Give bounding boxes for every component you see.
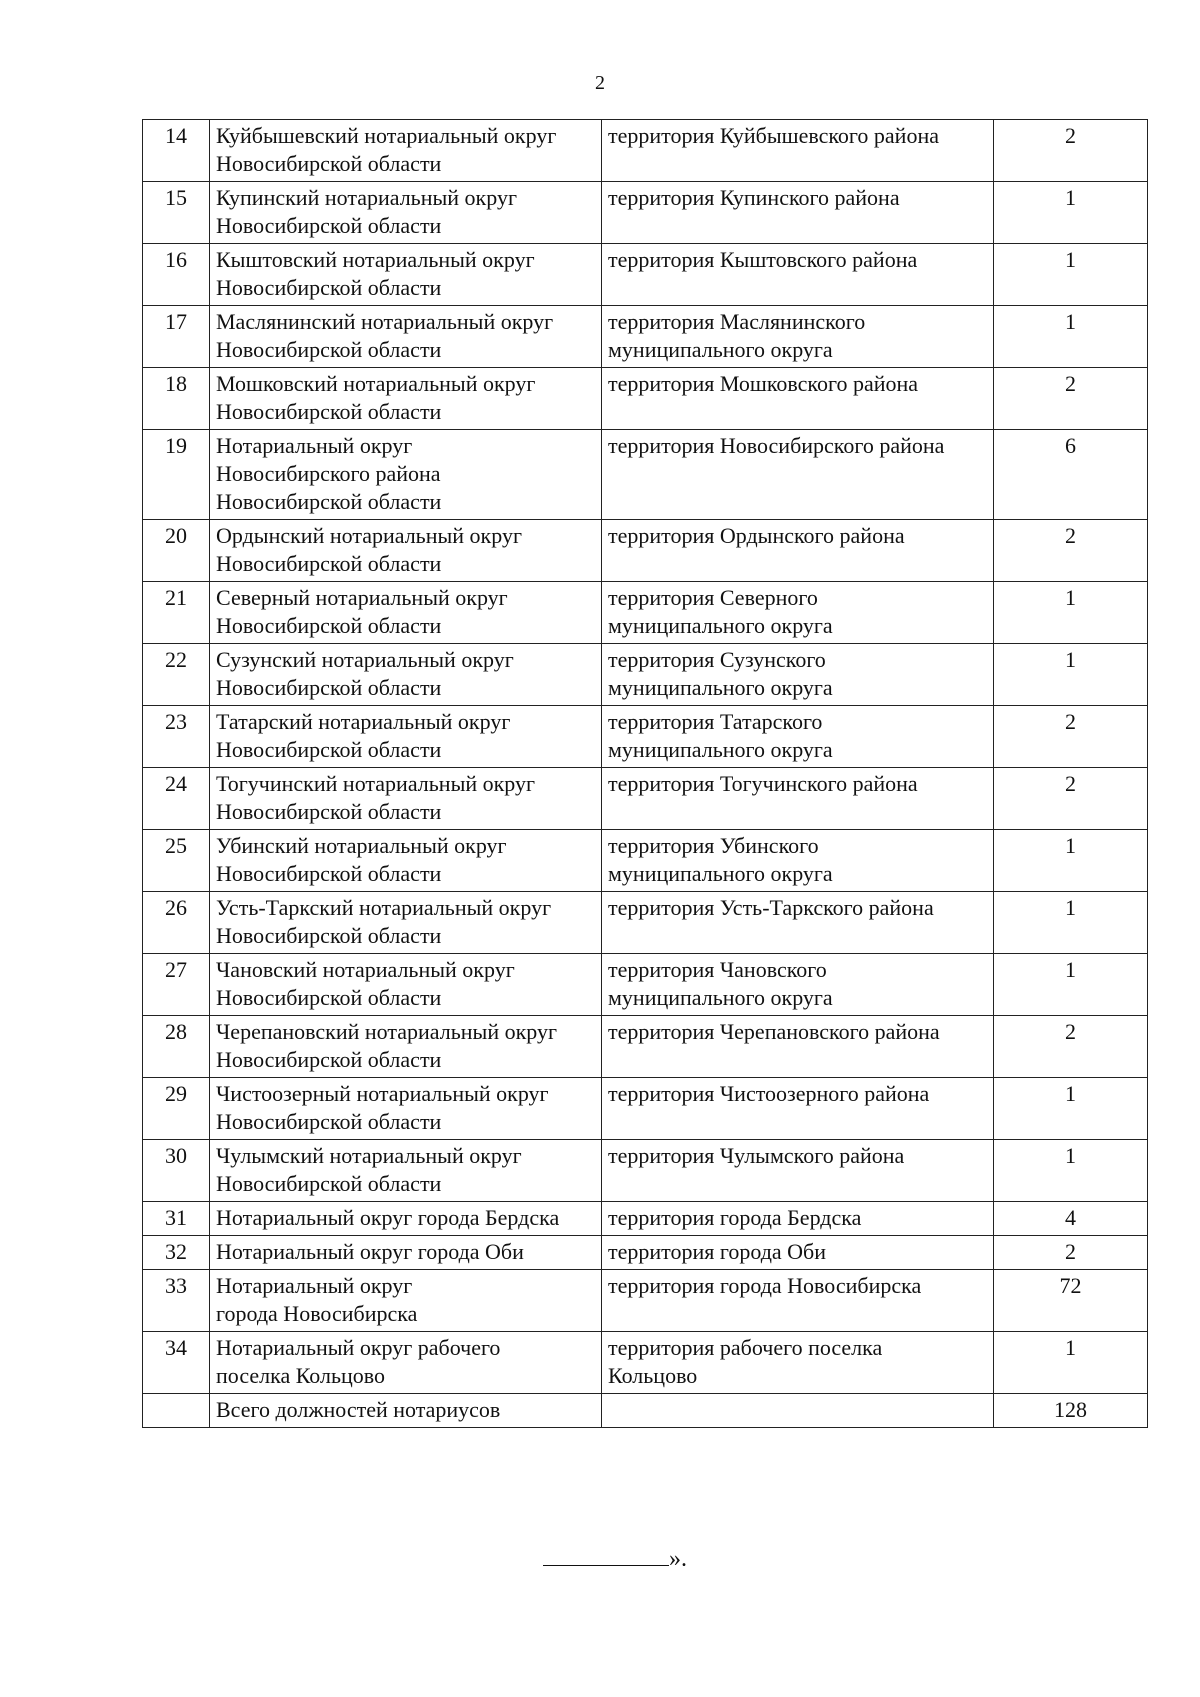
district-name-cell: Чановский нотариальный округ Новосибирской области [210, 954, 602, 1016]
closing-line [0, 1545, 1200, 1573]
row-number-cell: 16 [143, 244, 210, 306]
row-number-cell: 33 [143, 1270, 210, 1332]
table-row [143, 830, 1148, 892]
row-number-cell: 25 [143, 830, 210, 892]
row-number-cell: 20 [143, 520, 210, 582]
territory-cell: территория города Бердска [602, 1202, 994, 1236]
district-name-cell: Нотариальный округ Новосибирского района Новосибирской области [210, 430, 602, 520]
table-row [143, 1270, 1148, 1332]
district-name-cell: Черепановский нотариальный округ Новосибирской области [210, 1016, 602, 1078]
closing-quote-mark: ». [669, 1546, 687, 1572]
territory-cell: территория рабочего поселка Кольцово [602, 1332, 994, 1394]
row-number-cell: 15 [143, 182, 210, 244]
table-row [143, 1332, 1148, 1394]
row-number-cell: 23 [143, 706, 210, 768]
table-row [143, 368, 1148, 430]
territory-cell: территория Северного муниципального округа [602, 582, 994, 644]
table-body [143, 120, 1148, 1428]
notary-count-cell: 6 [994, 430, 1148, 520]
district-name-cell: Усть-Таркский нотариальный округ Новосибирской области [210, 892, 602, 954]
territory-cell: территория города Оби [602, 1236, 994, 1270]
total-number-cell [143, 1394, 210, 1428]
district-name-cell: Нотариальный округ города Новосибирска [210, 1270, 602, 1332]
territory-cell: территория Маслянинского муниципального округа [602, 306, 994, 368]
row-number-cell: 24 [143, 768, 210, 830]
notary-count-cell: 2 [994, 706, 1148, 768]
row-number-cell: 26 [143, 892, 210, 954]
territory-cell: территория города Новосибирска [602, 1270, 994, 1332]
notary-count-cell: 1 [994, 1332, 1148, 1394]
district-name-cell: Сузунский нотариальный округ Новосибирской области [210, 644, 602, 706]
notary-count-cell: 1 [994, 182, 1148, 244]
district-name-cell: Чулымский нотариальный округ Новосибирской области [210, 1140, 602, 1202]
territory-cell: территория Чистоозерного района [602, 1078, 994, 1140]
total-row [143, 1394, 1148, 1428]
table-row [143, 520, 1148, 582]
table-row [143, 768, 1148, 830]
district-name-cell: Нотариальный округ города Оби [210, 1236, 602, 1270]
row-number-cell: 21 [143, 582, 210, 644]
table-row [143, 954, 1148, 1016]
notary-count-cell: 2 [994, 768, 1148, 830]
signature-underline [543, 1545, 669, 1566]
territory-cell: территория Чулымского района [602, 1140, 994, 1202]
territory-cell: территория Черепановского района [602, 1016, 994, 1078]
table-row [143, 1236, 1148, 1270]
row-number-cell: 18 [143, 368, 210, 430]
row-number-cell: 27 [143, 954, 210, 1016]
district-name-cell: Куйбышевский нотариальный округ Новосибирской области [210, 120, 602, 182]
notary-count-cell: 2 [994, 1016, 1148, 1078]
territory-cell: территория Ордынского района [602, 520, 994, 582]
row-number-cell: 34 [143, 1332, 210, 1394]
table-row [143, 244, 1148, 306]
district-name-cell: Чистоозерный нотариальный округ Новосибирской области [210, 1078, 602, 1140]
table-row [143, 306, 1148, 368]
notary-count-cell: 2 [994, 520, 1148, 582]
table-row [143, 120, 1148, 182]
district-name-cell: Северный нотариальный округ Новосибирской области [210, 582, 602, 644]
notary-count-cell: 1 [994, 644, 1148, 706]
territory-cell: территория Сузунского муниципального округа [602, 644, 994, 706]
notary-count-cell: 2 [994, 368, 1148, 430]
notary-count-cell: 2 [994, 120, 1148, 182]
district-name-cell: Маслянинский нотариальный округ Новосибирской области [210, 306, 602, 368]
notary-count-cell: 1 [994, 244, 1148, 306]
territory-cell: территория Купинского района [602, 182, 994, 244]
notary-count-cell: 72 [994, 1270, 1148, 1332]
notary-count-cell: 1 [994, 830, 1148, 892]
territory-cell: территория Чановского муниципального округа [602, 954, 994, 1016]
row-number-cell: 32 [143, 1236, 210, 1270]
table-row [143, 182, 1148, 244]
table-row [143, 1016, 1148, 1078]
district-name-cell: Мошковский нотариальный округ Новосибирской области [210, 368, 602, 430]
territory-cell: территория Новосибирского района [602, 430, 994, 520]
district-name-cell: Купинский нотариальный округ Новосибирской области [210, 182, 602, 244]
district-name-cell: Нотариальный округ города Бердска [210, 1202, 602, 1236]
district-name-cell: Убинский нотариальный округ Новосибирской области [210, 830, 602, 892]
territory-cell: территория Убинского муниципального округа [602, 830, 994, 892]
row-number-cell: 17 [143, 306, 210, 368]
notary-count-cell: 1 [994, 954, 1148, 1016]
district-name-cell: Ордынский нотариальный округ Новосибирской области [210, 520, 602, 582]
territory-cell: территория Мошковского района [602, 368, 994, 430]
table-row [143, 706, 1148, 768]
territory-cell: территория Тогучинского района [602, 768, 994, 830]
territory-cell: территория Куйбышевского района [602, 120, 994, 182]
table-row [143, 892, 1148, 954]
table-row [143, 644, 1148, 706]
notary-count-cell: 1 [994, 582, 1148, 644]
total-territory-cell [602, 1394, 994, 1428]
row-number-cell: 22 [143, 644, 210, 706]
table-row [143, 430, 1148, 520]
notary-districts-table [142, 119, 1148, 1428]
district-name-cell: Кыштовский нотариальный округ Новосибирской области [210, 244, 602, 306]
total-count-cell: 128 [994, 1394, 1148, 1428]
row-number-cell: 14 [143, 120, 210, 182]
row-number-cell: 29 [143, 1078, 210, 1140]
notary-count-cell: 1 [994, 1140, 1148, 1202]
district-name-cell: Нотариальный округ рабочего поселка Кольцово [210, 1332, 602, 1394]
notary-count-cell: 1 [994, 1078, 1148, 1140]
page-number: 2 [595, 72, 605, 94]
total-label-cell: Всего должностей нотариусов [210, 1394, 602, 1428]
table-row [143, 582, 1148, 644]
table-row [143, 1202, 1148, 1236]
notary-count-cell: 2 [994, 1236, 1148, 1270]
row-number-cell: 19 [143, 430, 210, 520]
notary-count-cell: 4 [994, 1202, 1148, 1236]
territory-cell: территория Татарского муниципального округа [602, 706, 994, 768]
notary-count-cell: 1 [994, 306, 1148, 368]
territory-cell: территория Кыштовского района [602, 244, 994, 306]
table-row [143, 1078, 1148, 1140]
row-number-cell: 28 [143, 1016, 210, 1078]
row-number-cell: 30 [143, 1140, 210, 1202]
district-name-cell: Татарский нотариальный округ Новосибирской области [210, 706, 602, 768]
territory-cell: территория Усть-Таркского района [602, 892, 994, 954]
table-row [143, 1140, 1148, 1202]
notary-count-cell: 1 [994, 892, 1148, 954]
row-number-cell: 31 [143, 1202, 210, 1236]
district-name-cell: Тогучинский нотариальный округ Новосибирской области [210, 768, 602, 830]
